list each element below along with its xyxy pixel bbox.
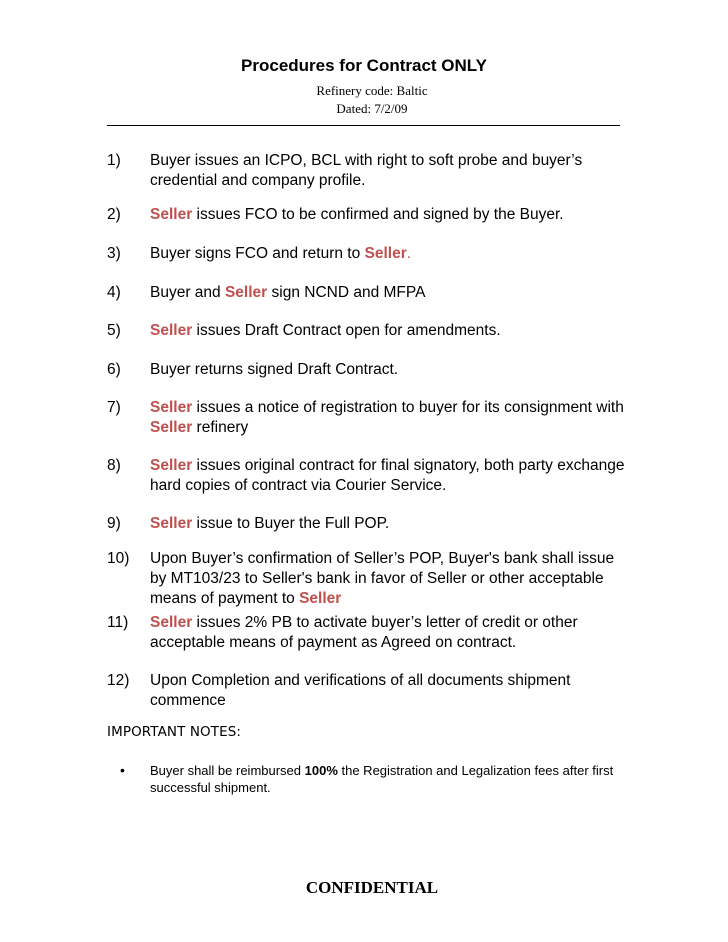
step-number: 8) (107, 457, 121, 474)
seller-highlight: Seller (150, 457, 193, 474)
seller-highlight: Seller (150, 399, 193, 416)
step-text (150, 205, 627, 225)
document-title: Procedures for Contract ONLY (241, 56, 487, 75)
seller-highlight: Seller (150, 614, 193, 631)
procedure-step-1 (107, 151, 627, 191)
procedure-step-6 (107, 360, 627, 380)
seller-highlight: Seller (364, 245, 407, 262)
procedure-step-5 (107, 321, 627, 341)
bullet-icon: • (120, 762, 125, 778)
notes-bullet-item (120, 762, 620, 796)
step-number: 9) (107, 515, 121, 532)
step-text (150, 244, 627, 264)
procedure-step-11 (107, 613, 627, 653)
procedure-step-8 (107, 456, 627, 496)
step-number: 3) (107, 245, 121, 262)
header-divider (107, 125, 620, 126)
step-number: 4) (107, 284, 121, 301)
step-text-rest: issues FCO to be confirmed and signed by the Buyer. (192, 206, 564, 223)
procedure-step-2 (107, 205, 627, 225)
step-period: . (406, 245, 412, 262)
confidential-footer: CONFIDENTIAL (305, 878, 439, 897)
step-text (150, 613, 627, 653)
step-text-lead: Upon Buyer’s confirmation of Seller’s POP, Buyer's bank shall issue by MT103/23 to Seller's bank in favor of Seller or other acceptable means of payment to (150, 550, 615, 607)
step-text-tail: refinery (192, 419, 249, 436)
step-text (150, 514, 627, 534)
step-text (150, 456, 627, 496)
step-number: 2) (107, 206, 121, 223)
procedure-step-3 (107, 244, 627, 264)
important-notes-heading: IMPORTANT NOTES: (107, 724, 242, 740)
procedure-step-10 (107, 549, 627, 609)
step-text (150, 321, 627, 341)
step-number: 10) (107, 550, 130, 567)
seller-highlight: Seller (224, 284, 268, 301)
step-text-rest: issues a notice of registration to buyer for its consignment with (192, 399, 624, 416)
seller-highlight: Seller (150, 419, 193, 436)
step-text-rest: sign NCND and MFPA (267, 284, 426, 301)
step-number: 6) (107, 361, 121, 378)
step-text-rest: issues Draft Contract open for amendments. (192, 322, 501, 339)
step-text (150, 283, 627, 303)
step-text-lead: Buyer signs FCO and return to (150, 245, 365, 262)
step-number: 5) (107, 322, 121, 339)
step-text (150, 398, 627, 438)
step-text-rest: issue to Buyer the Full POP. (192, 515, 390, 532)
procedure-step-4 (107, 283, 627, 303)
step-text-lead: Buyer and (150, 284, 225, 301)
dated-line: Dated: 7/2/09 (336, 101, 408, 116)
bullet-text (150, 762, 620, 796)
bullet-text-rest: the Registration and Legalization fees after first successful shipment. (150, 763, 614, 795)
step-number: 11) (107, 614, 129, 631)
procedure-step-9 (107, 514, 627, 534)
step-number: 12) (107, 672, 130, 689)
step-text (150, 549, 627, 609)
step-number: 1) (107, 152, 121, 169)
step-text-rest: issues 2% PB to activate buyer’s letter of credit or other acceptable means of payment as Agreed on contract. (150, 614, 578, 651)
reimburse-percent: 100% (304, 763, 338, 778)
seller-highlight: Seller (150, 322, 193, 339)
step-text-rest: issues original contract for final signatory, both party exchange hard copies of contract via Courier Service. (150, 457, 625, 494)
refinery-code-line: Refinery code: Baltic (316, 83, 428, 98)
seller-highlight: Seller (150, 206, 193, 223)
seller-highlight: Seller (299, 590, 342, 607)
procedure-step-7 (107, 398, 627, 438)
seller-highlight: Seller (150, 515, 193, 532)
bullet-text-lead: Buyer shall be reimbursed (150, 763, 305, 778)
step-text: Upon Completion and verifications of all documents shipment commence (150, 672, 571, 709)
procedure-step-12 (107, 671, 627, 711)
step-text: Buyer issues an ICPO, BCL with right to soft probe and buyer’s credential and company profile. (150, 152, 583, 189)
step-text: Buyer returns signed Draft Contract. (150, 361, 399, 378)
step-number: 7) (107, 399, 121, 416)
